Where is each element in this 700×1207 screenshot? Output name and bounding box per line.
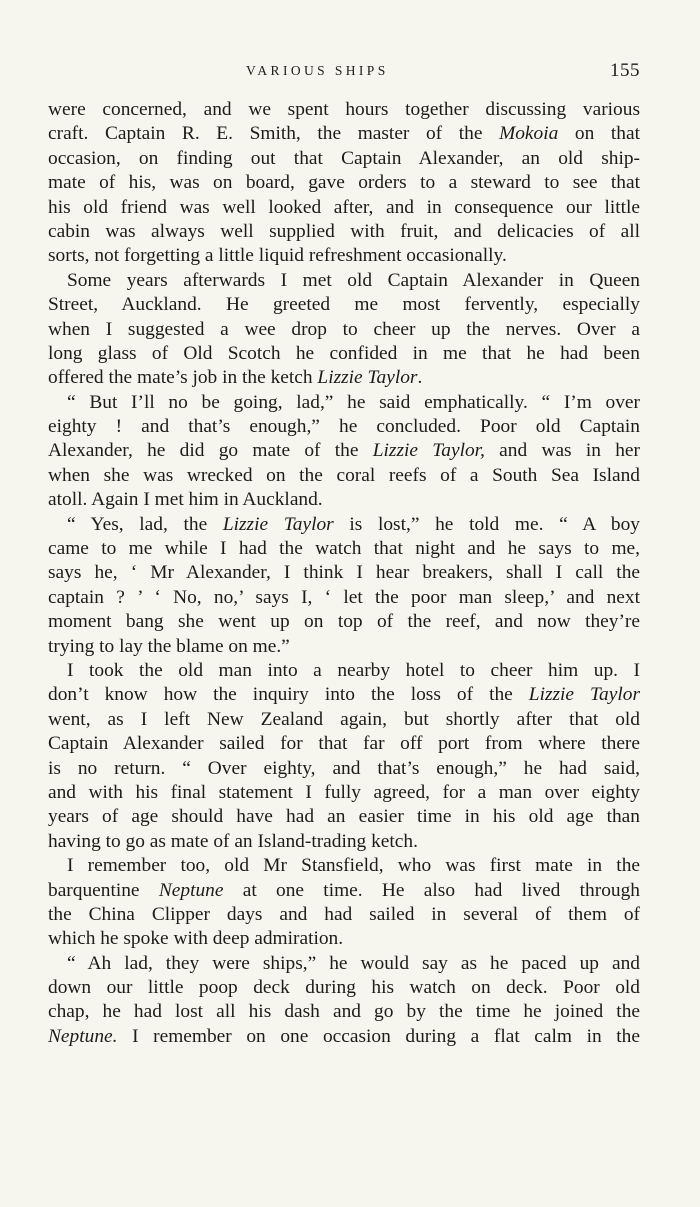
text-line: Alexander, he did go mate of the Lizzie Taylor, and was in her [48, 440, 640, 462]
ship-name: Lizzie Taylor, [372, 440, 485, 462]
text-line: Neptune. I remember on one occasion during a flat calm in the [48, 1025, 640, 1047]
ship-name: Lizzie Taylor [317, 367, 418, 389]
running-head [48, 60, 640, 90]
text-line: offered the mate’s job in the ketch Lizzie Taylor. [48, 367, 423, 389]
text-line: when she was wrecked on the coral reefs of a South Sea Island [48, 464, 640, 486]
text-line: Street, Auckland. He greeted me most fervently, especially [48, 294, 640, 316]
text-line: trying to lay the blame on me.” [48, 635, 290, 657]
text-line: mate of his, was on board, gave orders to a steward to see that [48, 172, 640, 194]
text-line: barquentine Neptune at one time. He also had lived through [48, 879, 640, 901]
text-line: which he spoke with deep admiration. [48, 928, 344, 950]
text-line: the China Clipper days and had sailed in several of them of [48, 903, 640, 925]
text-line: years of age should have had an easier time in his old age than [48, 806, 640, 828]
text-line: were concerned, and we spent hours together discussing various [48, 99, 640, 120]
text-line: “ Ah lad, they were ships,” he would say as he paced up and [67, 952, 640, 974]
text-line: sorts, not forgetting a little liquid refreshment occasionally. [48, 245, 507, 267]
text-line: cabin was always well supplied with fruit, and delicacies of all [48, 220, 640, 242]
ship-name: Neptune [158, 879, 224, 901]
text-line: is no return. “ Over eighty, and that’s enough,” he had said, [48, 757, 640, 779]
text-line: down our little poop deck during his watch on deck. Poor old [48, 977, 640, 999]
ship-name: Lizzie Taylor [222, 513, 334, 535]
text-line: Captain Alexander sailed for that far off port from where there [48, 733, 640, 755]
text-line: and with his final statement I fully agreed, for a man over eighty [48, 781, 640, 803]
text-line: I remember too, old Mr Stansfield, who was first mate in the [67, 855, 640, 877]
text-line: “ But I’ll no be going, lad,” he said emphatically. “ I’m over [67, 391, 640, 413]
text-line: long glass of Old Scotch he confided in me that he had been [48, 342, 640, 364]
text-line: captain ? ’ ‘ No, no,’ says I, ‘ let the poor man sleep,’ and next [48, 586, 640, 608]
ship-name: Neptune. [48, 1025, 118, 1047]
text-line: came to me while I had the watch that night and he says to me, [48, 538, 640, 560]
ship-name: Mokoia [499, 123, 559, 145]
text-line: I took the old man into a nearby hotel to cheer him up. I [67, 659, 640, 681]
ship-name: Lizzie Taylor [528, 684, 640, 706]
text-line: went, as I left New Zealand again, but shortly after that old [48, 708, 640, 730]
page-number: 155 [610, 60, 640, 81]
text-line: chap, he had lost all his dash and go by the time he joined the [48, 1001, 640, 1023]
text-line: “ Yes, lad, the Lizzie Taylor is lost,” he told me. “ A boy [67, 513, 640, 535]
text-line: eighty ! and that’s enough,” he concluded. Poor old Captain [48, 416, 640, 438]
text-line: his old friend was well looked after, and in consequence our little [48, 196, 640, 218]
text-line: when I suggested a wee drop to cheer up the nerves. Over a [48, 318, 640, 340]
body-text [48, 98, 640, 1049]
text-line: atoll. Again I met him in Auckland. [48, 489, 323, 511]
text-line: occasion, on finding out that Captain Alexander, an old ship- [48, 147, 640, 169]
text-line: says he, ‘ Mr Alexander, I think I hear breakers, shall I call the [48, 562, 640, 584]
text-line: don’t know how the inquiry into the loss of the Lizzie Taylor [48, 684, 640, 706]
chapter-title: VARIOUS SHIPS [246, 63, 389, 78]
text-line: Some years afterwards I met old Captain Alexander in Queen [67, 269, 640, 291]
text-line: moment bang she went up on top of the reef, and now they’re [48, 611, 640, 633]
text-line: craft. Captain R. E. Smith, the master of the Mokoia on that [48, 123, 640, 145]
text-line: having to go as mate of an Island-trading ketch. [48, 830, 418, 852]
